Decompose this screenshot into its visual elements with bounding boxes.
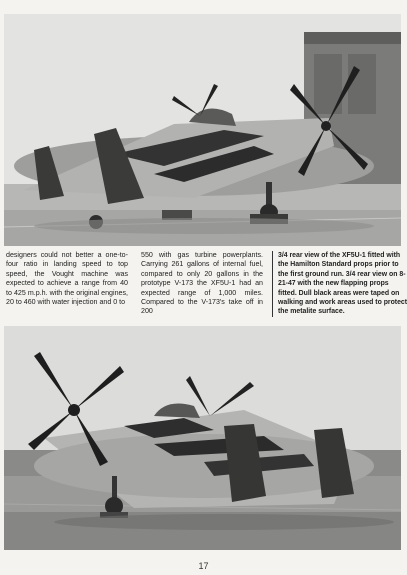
photo-top — [4, 14, 401, 246]
body-text-column-1: designers could not better a one-to-four ratio in landing speed to top speed, the Vought machine was expected to achieve a range from 40 to 425 m.p.h. with the original engines, 20 to 460 with water injection and 0 to — [6, 251, 128, 307]
aircraft-photo-rear-quarter — [4, 14, 401, 246]
page-number: 17 — [198, 561, 209, 571]
photo-caption-block — [272, 251, 407, 317]
photo-caption: 3/4 rear view of the XF5U-1 fitted with the Hamilton Standard props prior to the first ground run. 3/4 rear view on 8-21-47 with the new flapping props fitted. Dull black areas were taped on walking and work areas used to protect the metalite surface. — [278, 252, 407, 316]
photo-bottom — [4, 326, 401, 550]
aircraft-photo-front-quarter — [4, 326, 401, 550]
body-text-column-2: 550 with gas turbine powerplants. Carrying 261 gallons of internal fuel, compared to only 20 gallons in the prototype V-173 the XF5U-1 had an expected range of 1,000 miles. Compared to the V-173's take off in 200 — [141, 251, 263, 316]
